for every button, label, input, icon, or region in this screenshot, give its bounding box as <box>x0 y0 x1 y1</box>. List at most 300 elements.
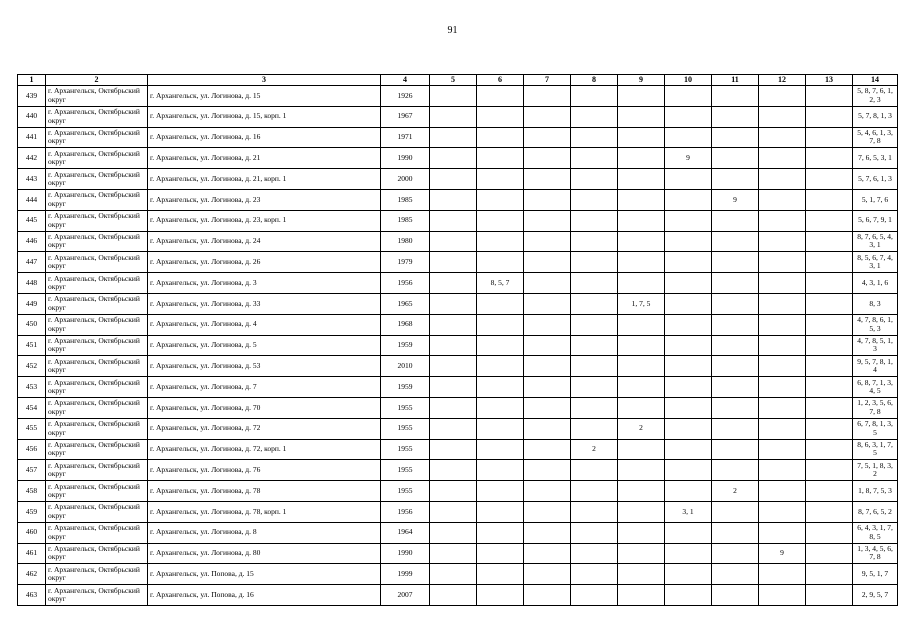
col7-cell <box>524 564 571 585</box>
col11-cell: 9 <box>712 189 759 210</box>
col7-cell <box>524 106 571 127</box>
col12-cell <box>759 189 806 210</box>
col7-cell <box>524 543 571 564</box>
district-cell: г. Архангельск, Октябрьский округ <box>46 501 148 522</box>
col9-cell <box>618 210 665 231</box>
col5-cell <box>430 148 477 169</box>
table-row <box>18 86 898 107</box>
col11-cell <box>712 106 759 127</box>
address-cell: г. Архангельск, ул. Логинова, д. 23, корп. 1 <box>148 210 381 231</box>
col11-cell <box>712 522 759 543</box>
col6-cell: 8, 5, 7 <box>477 273 524 294</box>
year-cell: 1979 <box>381 252 430 273</box>
column-header: 10 <box>665 75 712 86</box>
address-cell: г. Архангельск, ул. Логинова, д. 70 <box>148 397 381 418</box>
year-cell: 1968 <box>381 314 430 335</box>
row-number: 451 <box>18 335 46 356</box>
col13-cell <box>806 189 853 210</box>
table-row <box>18 460 898 481</box>
col7-cell <box>524 585 571 606</box>
col9-cell <box>618 397 665 418</box>
col12-cell <box>759 439 806 460</box>
col6-cell <box>477 106 524 127</box>
col13-cell <box>806 252 853 273</box>
col10-cell <box>665 522 712 543</box>
col12-cell <box>759 231 806 252</box>
district-cell: г. Архангельск, Октябрьский округ <box>46 418 148 439</box>
address-cell: г. Архангельск, ул. Логинова, д. 21, корп. 1 <box>148 169 381 190</box>
table-row <box>18 585 898 606</box>
col5-cell <box>430 397 477 418</box>
col14-cell: 4, 7, 8, 6, 1, 5, 3 <box>853 314 898 335</box>
col8-cell: 2 <box>571 439 618 460</box>
col5-cell <box>430 585 477 606</box>
col8-cell <box>571 460 618 481</box>
col6-cell <box>477 252 524 273</box>
year-cell: 1955 <box>381 418 430 439</box>
col10-cell <box>665 564 712 585</box>
col5-cell <box>430 252 477 273</box>
table-row <box>18 522 898 543</box>
col13-cell <box>806 418 853 439</box>
col14-cell: 8, 5, 6, 7, 4, 3, 1 <box>853 252 898 273</box>
col13-cell <box>806 273 853 294</box>
col6-cell <box>477 543 524 564</box>
col12-cell <box>759 127 806 148</box>
col11-cell <box>712 564 759 585</box>
district-cell: г. Архангельск, Октябрьский округ <box>46 148 148 169</box>
col7-cell <box>524 377 571 398</box>
row-number: 459 <box>18 501 46 522</box>
address-cell: г. Архангельск, ул. Логинова, д. 72, корп. 1 <box>148 439 381 460</box>
col7-cell <box>524 231 571 252</box>
table-row <box>18 481 898 502</box>
row-number: 448 <box>18 273 46 294</box>
col5-cell <box>430 460 477 481</box>
col11-cell <box>712 585 759 606</box>
address-cell: г. Архангельск, ул. Логинова, д. 76 <box>148 460 381 481</box>
col10-cell <box>665 481 712 502</box>
col10-cell <box>665 439 712 460</box>
district-cell: г. Архангельск, Октябрьский округ <box>46 439 148 460</box>
col8-cell <box>571 252 618 273</box>
col13-cell <box>806 460 853 481</box>
col9-cell: 1, 7, 5 <box>618 293 665 314</box>
district-cell: г. Архангельск, Октябрьский округ <box>46 86 148 107</box>
col5-cell <box>430 189 477 210</box>
col11-cell <box>712 293 759 314</box>
year-cell: 1980 <box>381 231 430 252</box>
table-row <box>18 314 898 335</box>
col13-cell <box>806 231 853 252</box>
col12-cell: 9 <box>759 543 806 564</box>
year-cell: 1959 <box>381 377 430 398</box>
col8-cell <box>571 543 618 564</box>
col10-cell <box>665 189 712 210</box>
col9-cell <box>618 335 665 356</box>
col13-cell <box>806 106 853 127</box>
row-number: 452 <box>18 356 46 377</box>
col6-cell <box>477 148 524 169</box>
col13-cell <box>806 564 853 585</box>
col14-cell: 1, 2, 3, 5, 6, 7, 8 <box>853 397 898 418</box>
col10-cell <box>665 460 712 481</box>
col10-cell <box>665 127 712 148</box>
address-cell: г. Архангельск, ул. Логинова, д. 26 <box>148 252 381 273</box>
col7-cell <box>524 293 571 314</box>
district-cell: г. Архангельск, Октябрьский округ <box>46 127 148 148</box>
col7-cell <box>524 418 571 439</box>
col6-cell <box>477 210 524 231</box>
col13-cell <box>806 148 853 169</box>
col6-cell <box>477 585 524 606</box>
col13-cell <box>806 522 853 543</box>
col14-cell: 9, 5, 1, 7 <box>853 564 898 585</box>
address-cell: г. Архангельск, ул. Попова, д. 15 <box>148 564 381 585</box>
col9-cell <box>618 106 665 127</box>
column-header: 7 <box>524 75 571 86</box>
year-cell: 1990 <box>381 148 430 169</box>
col9-cell <box>618 564 665 585</box>
column-header: 13 <box>806 75 853 86</box>
col9-cell <box>618 252 665 273</box>
district-cell: г. Архангельск, Октябрьский округ <box>46 564 148 585</box>
district-cell: г. Архангельск, Октябрьский округ <box>46 231 148 252</box>
col11-cell <box>712 460 759 481</box>
column-header: 5 <box>430 75 477 86</box>
district-cell: г. Архангельск, Октябрьский округ <box>46 585 148 606</box>
row-number: 442 <box>18 148 46 169</box>
table-row <box>18 252 898 273</box>
year-cell: 1956 <box>381 501 430 522</box>
column-header: 8 <box>571 75 618 86</box>
table-row <box>18 335 898 356</box>
col11-cell <box>712 356 759 377</box>
page-number: 91 <box>447 25 458 36</box>
year-cell: 1965 <box>381 293 430 314</box>
col12-cell <box>759 314 806 335</box>
year-cell: 1985 <box>381 189 430 210</box>
table-row <box>18 377 898 398</box>
col9-cell <box>618 481 665 502</box>
year-cell: 1967 <box>381 106 430 127</box>
col10-cell <box>665 314 712 335</box>
col9-cell <box>618 314 665 335</box>
col14-cell: 5, 6, 7, 9, 1 <box>853 210 898 231</box>
col12-cell <box>759 356 806 377</box>
col14-cell: 6, 8, 7, 1, 3, 4, 5 <box>853 377 898 398</box>
address-cell: г. Архангельск, ул. Логинова, д. 72 <box>148 418 381 439</box>
col14-cell: 1, 8, 7, 5, 3 <box>853 481 898 502</box>
col11-cell <box>712 273 759 294</box>
row-number: 449 <box>18 293 46 314</box>
col12-cell <box>759 377 806 398</box>
table-row <box>18 106 898 127</box>
col8-cell <box>571 86 618 107</box>
col13-cell <box>806 439 853 460</box>
col9-cell <box>618 439 665 460</box>
col7-cell <box>524 169 571 190</box>
col8-cell <box>571 585 618 606</box>
district-cell: г. Архангельск, Октябрьский округ <box>46 106 148 127</box>
col13-cell <box>806 481 853 502</box>
address-cell: г. Архангельск, ул. Логинова, д. 4 <box>148 314 381 335</box>
col8-cell <box>571 314 618 335</box>
col11-cell: 2 <box>712 481 759 502</box>
col8-cell <box>571 501 618 522</box>
address-cell: г. Архангельск, ул. Логинова, д. 3 <box>148 273 381 294</box>
row-number: 450 <box>18 314 46 335</box>
col14-cell: 5, 1, 7, 6 <box>853 189 898 210</box>
col6-cell <box>477 335 524 356</box>
col12-cell <box>759 210 806 231</box>
col6-cell <box>477 460 524 481</box>
address-cell: г. Архангельск, ул. Логинова, д. 24 <box>148 231 381 252</box>
row-number: 446 <box>18 231 46 252</box>
col10-cell <box>665 273 712 294</box>
col8-cell <box>571 377 618 398</box>
col8-cell <box>571 106 618 127</box>
col7-cell <box>524 252 571 273</box>
district-cell: г. Архангельск, Октябрьский округ <box>46 460 148 481</box>
col12-cell <box>759 106 806 127</box>
district-cell: г. Архангельск, Октябрьский округ <box>46 314 148 335</box>
col5-cell <box>430 522 477 543</box>
col13-cell <box>806 210 853 231</box>
row-number: 454 <box>18 397 46 418</box>
col6-cell <box>477 356 524 377</box>
col5-cell <box>430 377 477 398</box>
address-cell: г. Архангельск, ул. Логинова, д. 16 <box>148 127 381 148</box>
col6-cell <box>477 564 524 585</box>
district-cell: г. Архангельск, Октябрьский округ <box>46 335 148 356</box>
col6-cell <box>477 169 524 190</box>
col8-cell <box>571 169 618 190</box>
col6-cell <box>477 293 524 314</box>
col11-cell <box>712 501 759 522</box>
col14-cell: 9, 5, 7, 8, 1, 4 <box>853 356 898 377</box>
col7-cell <box>524 356 571 377</box>
col12-cell <box>759 522 806 543</box>
col7-cell <box>524 439 571 460</box>
col7-cell <box>524 481 571 502</box>
year-cell: 1955 <box>381 439 430 460</box>
address-cell: г. Архангельск, ул. Логинова, д. 53 <box>148 356 381 377</box>
table-row <box>18 418 898 439</box>
col10-cell: 3, 1 <box>665 501 712 522</box>
district-cell: г. Архангельск, Октябрьский округ <box>46 397 148 418</box>
col10-cell <box>665 585 712 606</box>
table-row <box>18 356 898 377</box>
col13-cell <box>806 543 853 564</box>
row-number: 453 <box>18 377 46 398</box>
col10-cell <box>665 210 712 231</box>
table-row <box>18 189 898 210</box>
column-header: 3 <box>148 75 381 86</box>
year-cell: 1959 <box>381 335 430 356</box>
col7-cell <box>524 460 571 481</box>
col6-cell <box>477 418 524 439</box>
col8-cell <box>571 127 618 148</box>
col6-cell <box>477 522 524 543</box>
col10-cell <box>665 252 712 273</box>
district-cell: г. Архангельск, Октябрьский округ <box>46 522 148 543</box>
col6-cell <box>477 501 524 522</box>
column-header: 4 <box>381 75 430 86</box>
col8-cell <box>571 210 618 231</box>
col14-cell: 5, 4, 6, 1, 3, 7, 8 <box>853 127 898 148</box>
address-cell: г. Архангельск, ул. Логинова, д. 15, корп. 1 <box>148 106 381 127</box>
table-row <box>18 543 898 564</box>
col9-cell <box>618 231 665 252</box>
column-header: 1 <box>18 75 46 86</box>
col8-cell <box>571 189 618 210</box>
col10-cell <box>665 377 712 398</box>
col9-cell <box>618 585 665 606</box>
row-number: 461 <box>18 543 46 564</box>
col12-cell <box>759 273 806 294</box>
district-cell: г. Архангельск, Октябрьский округ <box>46 252 148 273</box>
col12-cell <box>759 148 806 169</box>
col5-cell <box>430 418 477 439</box>
col5-cell <box>430 501 477 522</box>
col13-cell <box>806 169 853 190</box>
table-row <box>18 148 898 169</box>
col11-cell <box>712 314 759 335</box>
col13-cell <box>806 377 853 398</box>
col12-cell <box>759 481 806 502</box>
col7-cell <box>524 314 571 335</box>
col7-cell <box>524 335 571 356</box>
table-row <box>18 231 898 252</box>
col5-cell <box>430 439 477 460</box>
address-cell: г. Архангельск, ул. Логинова, д. 21 <box>148 148 381 169</box>
row-number: 463 <box>18 585 46 606</box>
col12-cell <box>759 585 806 606</box>
address-cell: г. Архангельск, ул. Логинова, д. 7 <box>148 377 381 398</box>
district-cell: г. Архангельск, Октябрьский округ <box>46 273 148 294</box>
col6-cell <box>477 314 524 335</box>
col9-cell <box>618 522 665 543</box>
col12-cell <box>759 335 806 356</box>
col13-cell <box>806 397 853 418</box>
row-number: 456 <box>18 439 46 460</box>
year-cell: 1971 <box>381 127 430 148</box>
year-cell: 1985 <box>381 210 430 231</box>
col13-cell <box>806 356 853 377</box>
col10-cell <box>665 231 712 252</box>
col8-cell <box>571 522 618 543</box>
col8-cell <box>571 564 618 585</box>
col13-cell <box>806 314 853 335</box>
col10-cell <box>665 293 712 314</box>
col9-cell <box>618 169 665 190</box>
district-cell: г. Архангельск, Октябрьский округ <box>46 293 148 314</box>
col14-cell: 8, 7, 6, 5, 2 <box>853 501 898 522</box>
col9-cell <box>618 273 665 294</box>
district-cell: г. Архангельск, Октябрьский округ <box>46 481 148 502</box>
district-cell: г. Архангельск, Октябрьский округ <box>46 210 148 231</box>
col9-cell <box>618 377 665 398</box>
col5-cell <box>430 210 477 231</box>
col14-cell: 5, 8, 7, 6, 1, 2, 3 <box>853 86 898 107</box>
district-cell: г. Архангельск, Октябрьский округ <box>46 356 148 377</box>
address-cell: г. Архангельск, ул. Логинова, д. 23 <box>148 189 381 210</box>
col14-cell: 4, 7, 8, 5, 1, 3 <box>853 335 898 356</box>
col6-cell <box>477 397 524 418</box>
col10-cell <box>665 169 712 190</box>
col10-cell <box>665 397 712 418</box>
col14-cell: 8, 6, 3, 1, 7, 5 <box>853 439 898 460</box>
col11-cell <box>712 169 759 190</box>
col10-cell <box>665 335 712 356</box>
col6-cell <box>477 439 524 460</box>
column-header: 11 <box>712 75 759 86</box>
row-number: 443 <box>18 169 46 190</box>
year-cell: 1955 <box>381 397 430 418</box>
col11-cell <box>712 335 759 356</box>
year-cell: 1955 <box>381 460 430 481</box>
col5-cell <box>430 335 477 356</box>
col5-cell <box>430 86 477 107</box>
col5-cell <box>430 293 477 314</box>
col6-cell <box>477 231 524 252</box>
year-cell: 2010 <box>381 356 430 377</box>
col8-cell <box>571 273 618 294</box>
address-cell: г. Архангельск, ул. Логинова, д. 8 <box>148 522 381 543</box>
col9-cell <box>618 148 665 169</box>
address-cell: г. Архангельск, ул. Логинова, д. 78 <box>148 481 381 502</box>
row-number: 458 <box>18 481 46 502</box>
col9-cell: 2 <box>618 418 665 439</box>
col13-cell <box>806 335 853 356</box>
col7-cell <box>524 127 571 148</box>
col10-cell <box>665 356 712 377</box>
table-row <box>18 293 898 314</box>
col13-cell <box>806 86 853 107</box>
col9-cell <box>618 127 665 148</box>
row-number: 444 <box>18 189 46 210</box>
address-cell: г. Архангельск, ул. Логинова, д. 80 <box>148 543 381 564</box>
col8-cell <box>571 148 618 169</box>
col14-cell: 2, 9, 5, 7 <box>853 585 898 606</box>
col14-cell: 6, 7, 8, 1, 3, 5 <box>853 418 898 439</box>
address-cell: г. Архангельск, ул. Логинова, д. 78, корп. 1 <box>148 501 381 522</box>
col13-cell <box>806 127 853 148</box>
year-cell: 1926 <box>381 86 430 107</box>
table-row <box>18 439 898 460</box>
col8-cell <box>571 335 618 356</box>
header-row <box>18 75 898 86</box>
col12-cell <box>759 86 806 107</box>
col8-cell <box>571 418 618 439</box>
col8-cell <box>571 356 618 377</box>
col9-cell <box>618 501 665 522</box>
year-cell: 1999 <box>381 564 430 585</box>
col11-cell <box>712 377 759 398</box>
district-cell: г. Архангельск, Октябрьский округ <box>46 543 148 564</box>
col11-cell <box>712 231 759 252</box>
col6-cell <box>477 377 524 398</box>
district-cell: г. Архангельск, Октябрьский округ <box>46 169 148 190</box>
col10-cell <box>665 106 712 127</box>
col5-cell <box>430 481 477 502</box>
table-row <box>18 169 898 190</box>
col5-cell <box>430 564 477 585</box>
col5-cell <box>430 169 477 190</box>
register-table <box>17 74 898 606</box>
col7-cell <box>524 397 571 418</box>
